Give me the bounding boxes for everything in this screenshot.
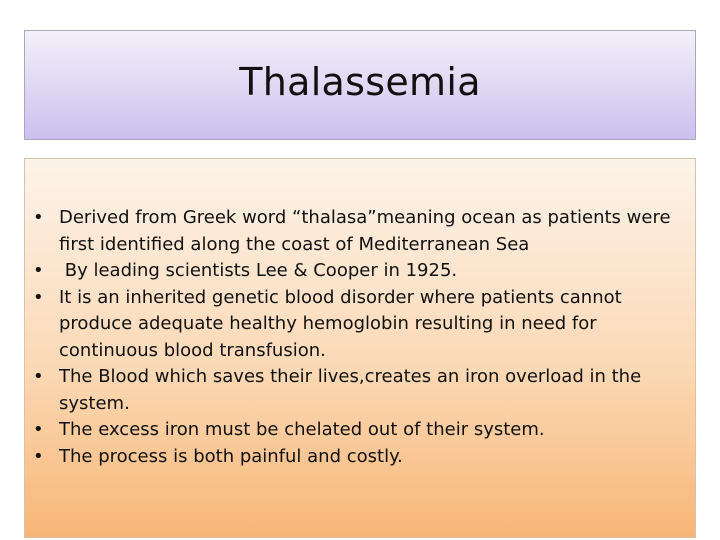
bullet-item xyxy=(33,258,689,285)
bullet-dot-icon: • xyxy=(33,260,44,281)
slide-title: Thalassemia xyxy=(239,60,481,104)
bullet-text: It is an inherited genetic blood disorder where patients cannot produce adequate healthy hemoglobin resulting in need for continuous blood transfusion. xyxy=(59,286,622,361)
bullet-item xyxy=(33,417,689,444)
bullet-list xyxy=(33,205,689,470)
bullet-dot-icon: • xyxy=(33,366,44,387)
bullet-dot-icon: • xyxy=(33,445,44,467)
bullet-text: The excess iron must be chelated out of their system. xyxy=(59,419,545,440)
title-placeholder xyxy=(24,30,696,140)
bullet-text: The Blood which saves their lives,creates an iron overload in the system. xyxy=(59,366,642,414)
bullet-text: By leading scientists Lee & Cooper in 1925. xyxy=(59,260,458,281)
content-placeholder xyxy=(24,158,696,538)
bullet-dot-icon: • xyxy=(33,207,44,228)
bullet-dot-icon: • xyxy=(33,419,44,440)
bullet-dot-icon: • xyxy=(33,286,44,308)
bullet-text: The process is both painful and costly. xyxy=(59,445,403,467)
bullet-item xyxy=(33,444,689,471)
bullet-text: Derived from Greek word “thalasa”meaning ocean as patients were first identified along the coast of Mediterranean Sea xyxy=(59,207,671,255)
bullet-item xyxy=(33,205,689,258)
bullet-item xyxy=(33,364,689,417)
bullet-item xyxy=(33,285,689,365)
